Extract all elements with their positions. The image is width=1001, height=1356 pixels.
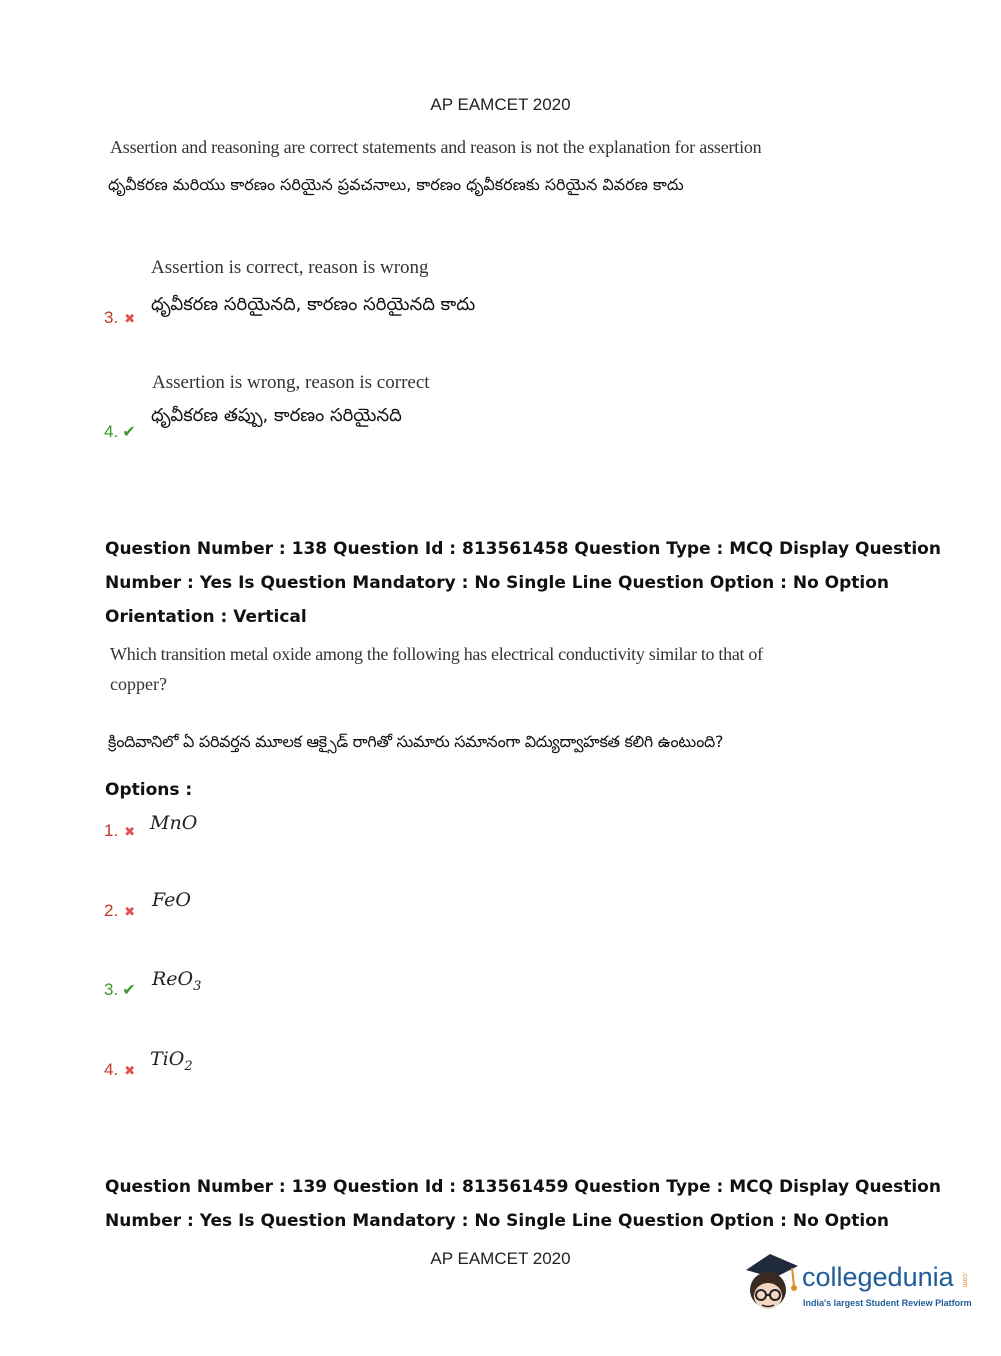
q138-meta-line2: Number : Yes Is Question Mandatory : No Single Line Question Option : No Option: [105, 573, 890, 593]
formula-text: ReO: [152, 968, 194, 990]
formula-text: TiO: [150, 1048, 185, 1070]
cross-icon: ✖: [124, 825, 136, 840]
cross-icon: ✖: [124, 905, 136, 920]
cross-icon: ✖: [124, 312, 136, 327]
q138-option-1-formula: [150, 812, 197, 834]
prev-statement-te: ధృవీకరణ మరియు కారణం సరియైన ప్రవచనాలు, కారణం ధృవీకరణకు సరియైన వివరణ కాదు: [108, 175, 684, 194]
formula-subscript: 2: [184, 1058, 193, 1074]
collegedunia-logo: [740, 1248, 980, 1318]
formula-text: MnO: [150, 812, 198, 834]
q138-option-4-formula: [150, 1048, 193, 1074]
option-number: 4.: [104, 1060, 119, 1079]
prev-option-3-te: ధృవీకరణ సరియైనది, కారణం సరియైనది కాదు: [151, 294, 476, 315]
q138-option-3-marker: [104, 980, 136, 1000]
check-icon: ✔: [122, 422, 136, 441]
cross-icon: ✖: [124, 1064, 136, 1079]
prev-option-3-marker: [104, 308, 135, 328]
q138-option-4-marker: [104, 1060, 135, 1080]
q138-options-label: Options :: [105, 780, 193, 800]
check-icon: ✔: [122, 980, 136, 999]
q139-meta-line2: Number : Yes Is Question Mandatory : No Single Line Question Option : No Option: [105, 1211, 890, 1231]
q138-option-3-formula: [152, 968, 201, 994]
formula-text: FeO: [152, 889, 191, 911]
logo-mascot-icon: [740, 1248, 802, 1318]
prev-option-4-te: ధృవీకరణ తప్పు, కారణం సరియైనది: [151, 405, 402, 426]
q138-text-te: క్రిందివానిలో ఏ పరివర్తన మూలక ఆక్సైడ్ రాగితో సుమారు సమానంగా విద్యుద్వాహకత కలిగి ఉంటుంది?: [108, 732, 724, 751]
q138-text-en-line1: Which transition metal oxide among the following has electrical conductivity similar to that of: [110, 644, 763, 664]
option-number: 4.: [104, 422, 119, 441]
logo-wordmark: collegedunia: [802, 1262, 954, 1292]
formula-subscript: 3: [193, 978, 202, 994]
page-header: AP EAMCET 2020: [430, 95, 571, 114]
prev-option-4-en: Assertion is wrong, reason is correct: [152, 372, 430, 393]
logo-domain: .com: [961, 1272, 968, 1288]
q138-text-en-line2: copper?: [110, 674, 167, 694]
q138-option-2-formula: [152, 889, 191, 911]
logo-tagline: India's largest Student Review Platform: [803, 1298, 972, 1308]
prev-statement-en: Assertion and reasoning are correct statements and reason is not the explanation for assertion: [110, 137, 762, 157]
page-footer: AP EAMCET 2020: [430, 1249, 571, 1268]
option-number: 3.: [104, 308, 119, 327]
option-number: 2.: [104, 901, 119, 920]
option-number: 1.: [104, 821, 119, 840]
option-number: 3.: [104, 980, 119, 999]
q138-meta-line3: Orientation : Vertical: [105, 607, 307, 627]
prev-option-3-en: Assertion is correct, reason is wrong: [151, 257, 429, 278]
prev-option-4-marker: [104, 422, 136, 442]
q139-meta-line1: Question Number : 139 Question Id : 813561459 Question Type : MCQ Display Question: [105, 1177, 941, 1197]
q138-meta-line1: Question Number : 138 Question Id : 813561458 Question Type : MCQ Display Question: [105, 539, 941, 559]
q138-option-1-marker: [104, 821, 135, 841]
q138-option-2-marker: [104, 901, 135, 921]
